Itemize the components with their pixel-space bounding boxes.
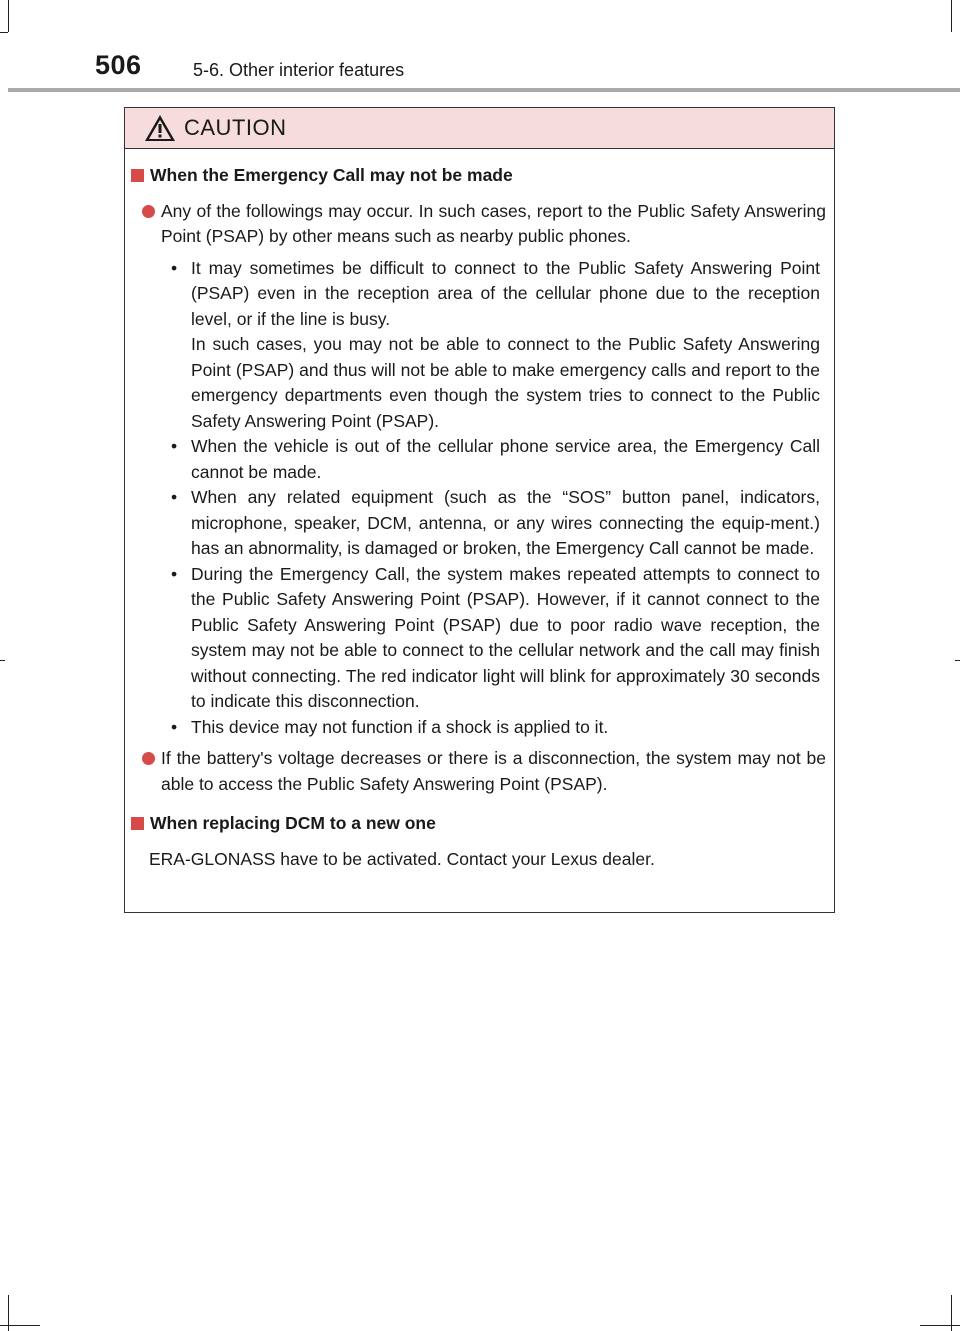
warning-triangle-icon xyxy=(144,114,176,142)
caution-title: CAUTION xyxy=(184,115,287,140)
section-title: 5-6. Other interior features xyxy=(193,60,405,80)
crop-mark xyxy=(0,1325,40,1326)
dot-marker: • xyxy=(171,716,178,737)
sub-list-item xyxy=(171,256,820,435)
sub-item-text: This device may not function if a shock is applied to it. xyxy=(191,716,609,737)
circle-bullet-icon xyxy=(142,752,155,765)
bullet-text: If the battery's voltage decreases or there is a disconnection, the system may not be able to access the Public Safety Answering Point (PSAP). xyxy=(161,748,826,794)
sub-list-item xyxy=(171,434,820,485)
paragraph: ERA-GLONASS have to be activated. Contact your Lexus dealer. xyxy=(149,848,655,869)
crop-mark xyxy=(951,0,952,32)
sub-list xyxy=(171,256,820,741)
page-number: 506 xyxy=(95,50,142,80)
caution-content xyxy=(125,149,834,872)
dot-marker: • xyxy=(171,563,178,584)
sub-list-item xyxy=(171,715,820,741)
section-heading xyxy=(131,163,826,189)
square-bullet-icon xyxy=(131,817,144,830)
crop-mark xyxy=(0,32,8,33)
caution-box xyxy=(124,107,835,913)
sub-list-item xyxy=(171,485,820,562)
crop-mark xyxy=(920,1325,960,1326)
crop-mark xyxy=(0,660,5,661)
sub-item-text: When any related equipment (such as the “SOS” button panel, indicators, microphone, speaker, DCM, antenna, or any wires connecting the equip-ment.) has an abnormality, is damaged or broken, the Emergency Call cannot be made. xyxy=(191,487,820,558)
section-heading-text: When the Emergency Call may not be made xyxy=(150,165,513,185)
dot-marker: • xyxy=(171,436,178,456)
dot-marker: • xyxy=(171,257,178,278)
list-item xyxy=(141,746,826,797)
header-divider xyxy=(8,88,960,92)
section-heading-text: When replacing DCM to a new one xyxy=(150,813,436,833)
sub-item-text: It may sometimes be difficult to connect to the Public Safety Answering Point (PSAP) even in the reception area of the cellular phone due to the reception level, or if the line is busy. xyxy=(191,257,820,329)
sub-item-text: During the Emergency Call, the system makes repeated attempts to connect to the Public Safety Answering Point (PSAP). However, if it cannot connect to the Public Safety Answering Point (PSAP) due to poor radio wave reception, the system may not be able to connect to the cellular network and the call may finish without connecting. The red indicator light will blink for approximately 30 seconds to indicate this disconnection. xyxy=(191,563,820,711)
sub-list-item xyxy=(171,562,820,715)
sub-item-text: When the vehicle is out of the cellular phone service area, the Emergency Call cannot be made. xyxy=(191,436,820,482)
circle-bullet-icon xyxy=(142,205,155,218)
crop-mark xyxy=(8,0,9,32)
section-heading xyxy=(131,811,826,837)
list-item xyxy=(141,199,826,250)
crop-mark xyxy=(955,660,960,661)
dot-marker: • xyxy=(171,487,178,507)
sub-item-text: In such cases, you may not be able to connect to the Public Safety Answering Point (PSAP) and thus will not be able to make emergency calls and report to the emergency departments even though the system tries to connect to the Public Safety Answering Point (PSAP). xyxy=(191,334,820,431)
square-bullet-icon xyxy=(131,169,144,182)
caution-header xyxy=(125,108,834,149)
bullet-text: Any of the followings may occur. In such cases, report to the Public Safety Answering Point (PSAP) by other means such as nearby public phones. xyxy=(161,200,826,246)
